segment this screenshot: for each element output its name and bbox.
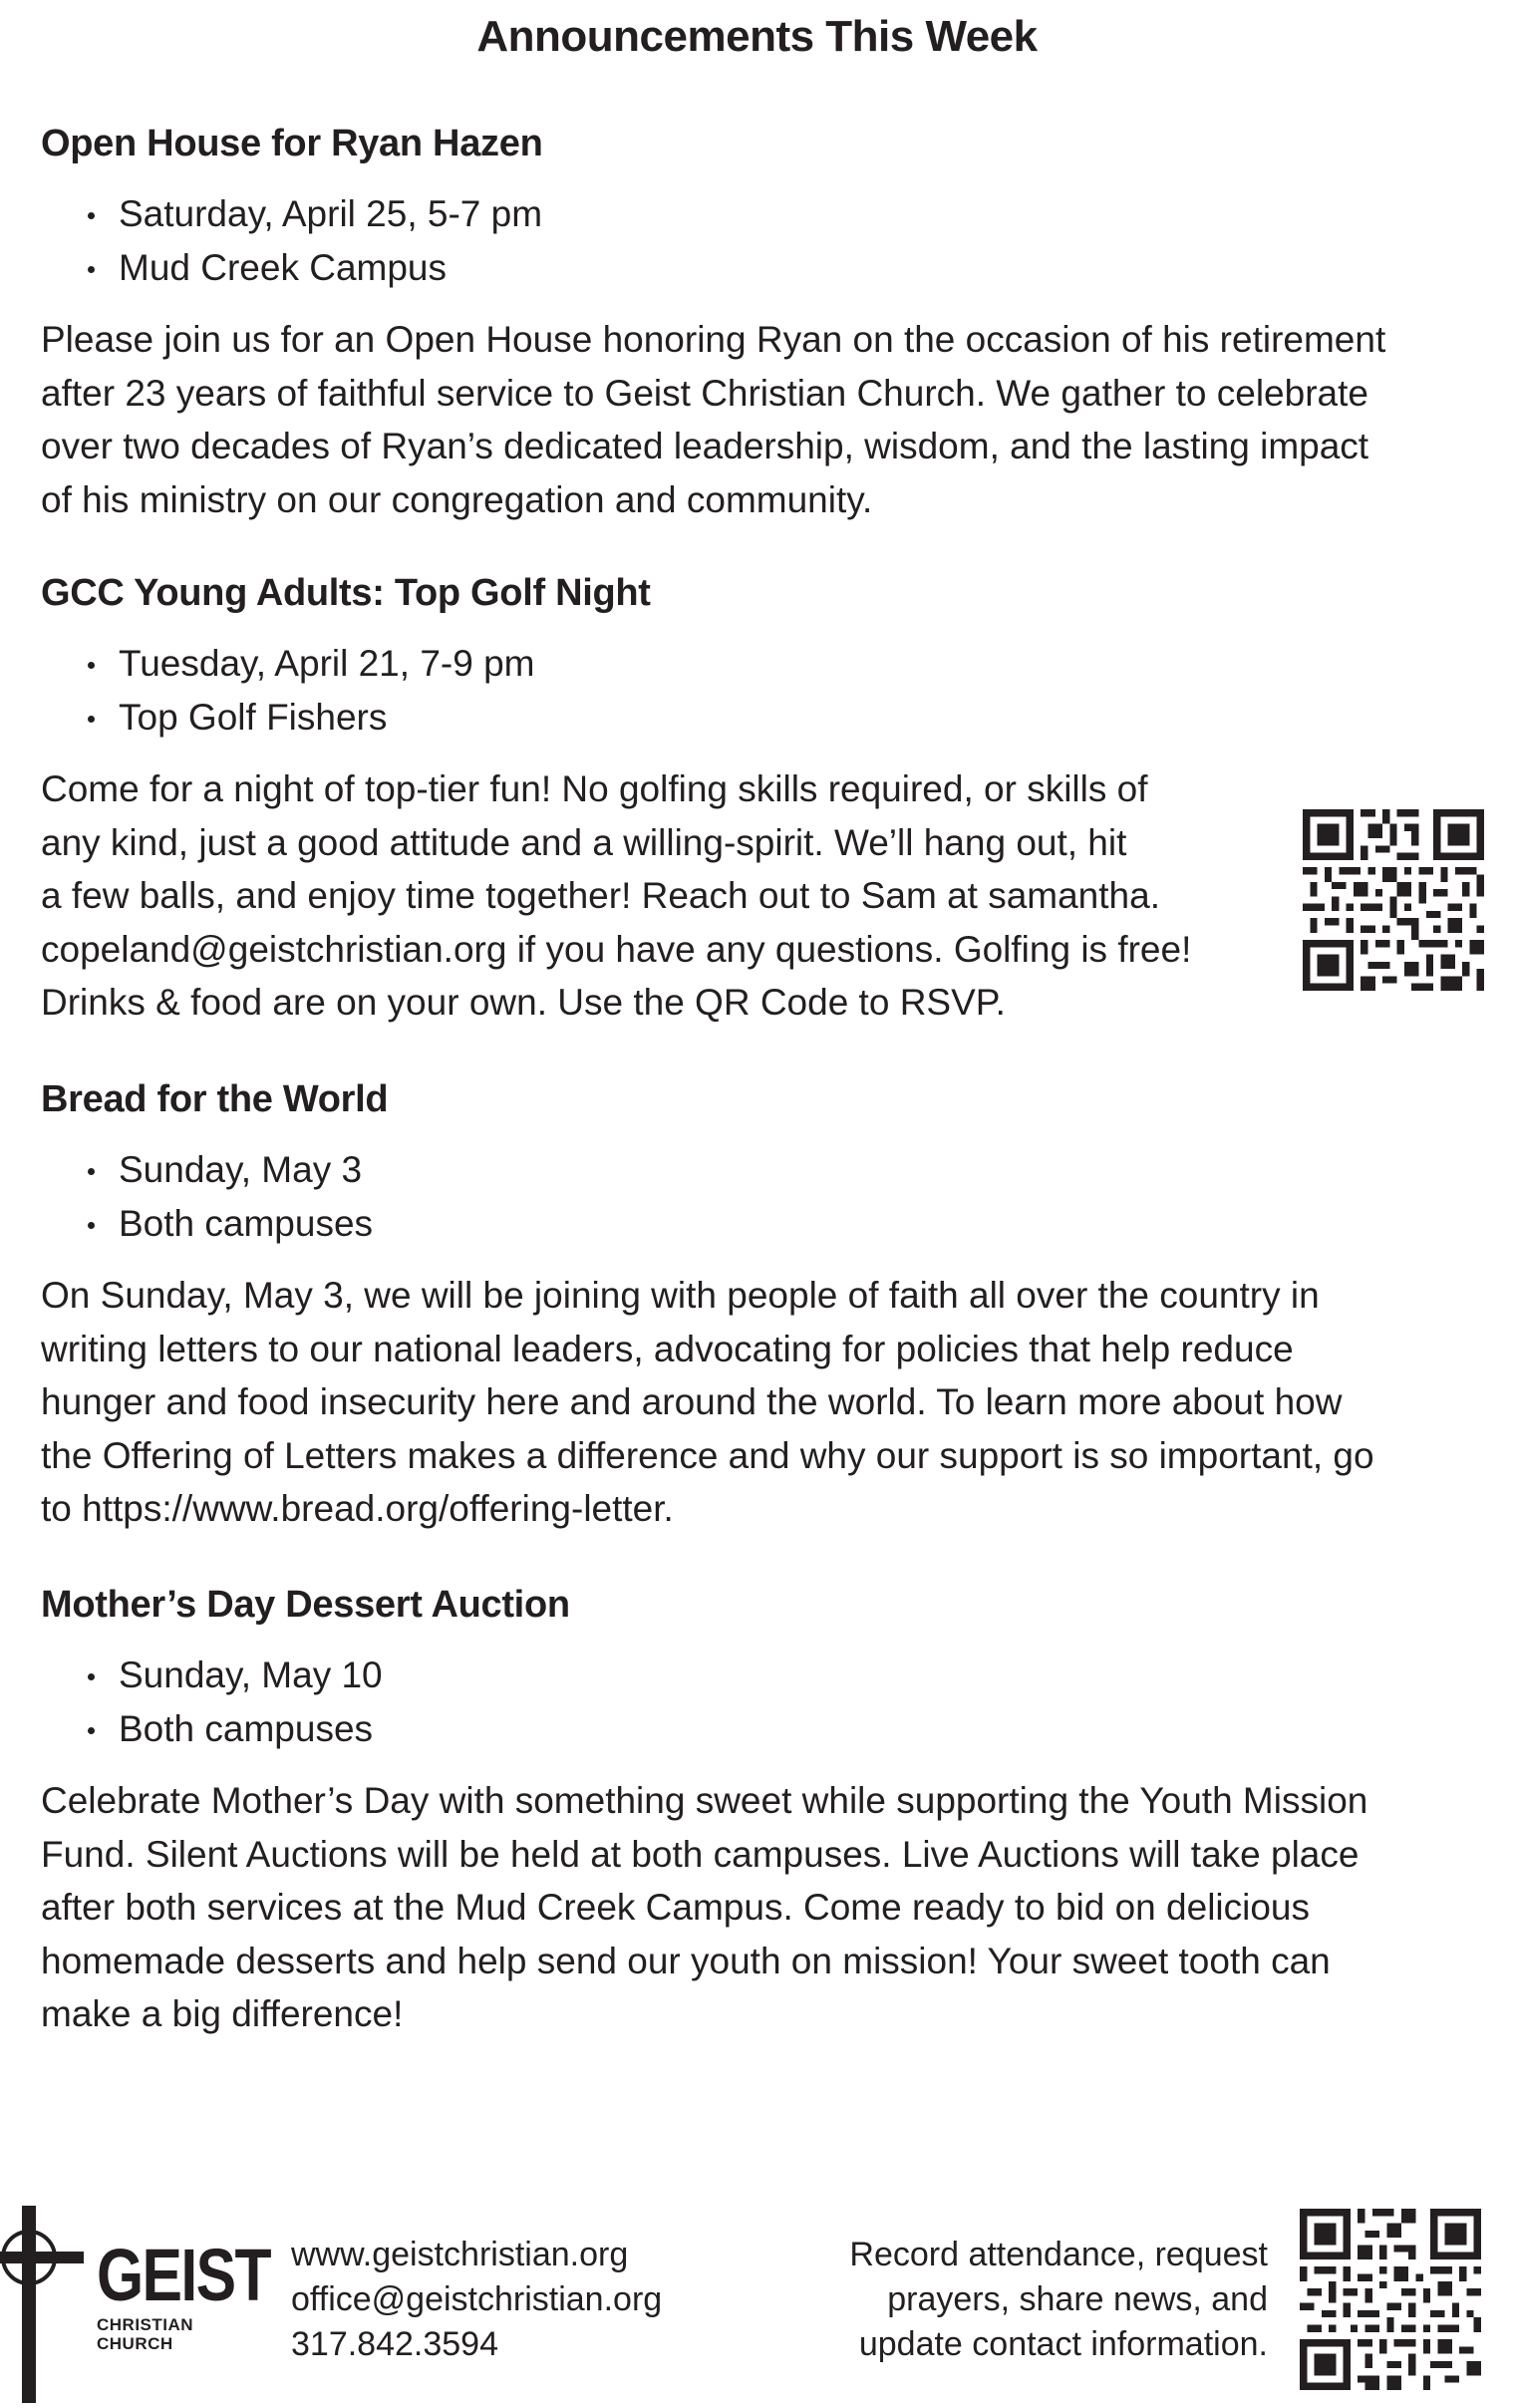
body-line: the Offering of Letters makes a difference and why our support is so important, go <box>41 1434 1374 1476</box>
body-line: Fund. Silent Auctions will be held at both campuses. Live Auctions will take place <box>41 1833 1360 1875</box>
announcement-bread-for-the-world <box>41 1073 1486 1536</box>
section-heading: GCC Young Adults: Top Golf Night <box>41 572 651 614</box>
logo-subtitle <box>97 2315 193 2353</box>
body-line: Come for a night of top-tier fun! No golfing skills required, or skills of <box>41 768 1148 809</box>
list-item: Both campuses <box>41 1197 1486 1251</box>
details-list <box>41 187 1486 295</box>
list-item: Top Golf Fishers <box>41 691 1486 745</box>
details-list <box>41 637 1486 745</box>
footer-note <box>757 2233 1268 2367</box>
body-line: hunger and food insecurity here and around the world. To learn more about how <box>41 1381 1343 1422</box>
section-body <box>41 762 1277 1030</box>
list-item: Tuesday, April 21, 7-9 pm <box>41 637 1486 691</box>
note-line: update contact information. <box>858 2325 1268 2363</box>
list-item: Both campuses <box>41 1702 1486 1756</box>
list-item: Mud Creek Campus <box>41 241 1486 295</box>
body-line: writing letters to our national leaders, advocating for policies that help reduce <box>41 1328 1294 1369</box>
note-line: prayers, share news, and <box>887 2280 1268 2318</box>
section-body <box>41 313 1486 526</box>
details-list <box>41 1143 1486 1251</box>
phone-number[interactable]: 317.842.3594 <box>291 2325 498 2363</box>
section-heading: Bread for the World <box>41 1078 389 1120</box>
website-link[interactable]: www.geistchristian.org <box>291 2236 629 2273</box>
body-line: any kind, just a good attitude and a willing-spirit. We’ll hang out, hit <box>41 821 1127 863</box>
announcement-top-golf <box>41 567 1486 1030</box>
body-line: over two decades of Ryan’s dedicated leadership, wisdom, and the lasting impact <box>41 426 1369 466</box>
qr-code-icon[interactable] <box>1300 2209 1481 2390</box>
list-item: Saturday, April 25, 5-7 pm <box>41 187 1486 241</box>
body-line[interactable]: to https://www.bread.org/offering-letter. <box>41 1488 674 1529</box>
section-heading: Mother’s Day Dessert Auction <box>41 1584 570 1626</box>
body-line: after 23 years of faithful service to Geist Christian Church. We gather to celebrate <box>41 372 1368 414</box>
logo-wordmark: GEIST <box>97 2234 270 2316</box>
cross-icon <box>0 2206 100 2403</box>
page-title: Announcements This Week <box>476 12 1038 61</box>
section-body <box>41 1269 1486 1536</box>
contact-info <box>291 2233 662 2367</box>
logo-subtitle-line: CHRISTIAN <box>97 2315 194 2334</box>
body-line: make a big difference! <box>41 1993 404 2034</box>
email-link[interactable]: office@geistchristian.org <box>291 2280 663 2318</box>
note-line: Record attendance, request <box>849 2236 1268 2273</box>
body-line: after both services at the Mud Creek Campus. Come ready to bid on delicious <box>41 1887 1311 1928</box>
qr-code-icon[interactable] <box>1303 809 1484 991</box>
body-line: a few balls, and enjoy time together! Reach out to Sam at samantha. <box>41 875 1160 916</box>
list-item: Sunday, May 10 <box>41 1649 1486 1702</box>
body-line: homemade desserts and help send our youth on mission! Your sweet tooth can <box>41 1940 1331 1981</box>
body-line: On Sunday, May 3, we will be joining with people of faith all over the country in <box>41 1275 1320 1316</box>
section-body <box>41 1774 1486 2041</box>
logo-subtitle-line: CHURCH <box>97 2334 173 2353</box>
details-list <box>41 1649 1486 1756</box>
body-line[interactable]: copeland@geistchristian.org if you have any questions. Golfing is free! <box>41 928 1192 970</box>
body-line: Please join us for an Open House honoring Ryan on the occasion of his retirement <box>41 319 1386 360</box>
announcement-open-house <box>41 118 1486 526</box>
list-item: Sunday, May 3 <box>41 1143 1486 1197</box>
section-heading: Open House for Ryan Hazen <box>41 123 543 164</box>
body-line: Drinks & food are on your own. Use the QR Code to RSVP. <box>41 982 1006 1023</box>
announcement-dessert-auction <box>41 1579 1486 2041</box>
body-line: Celebrate Mother’s Day with something sweet while supporting the Youth Mission <box>41 1780 1368 1821</box>
body-line: of his ministry on our congregation and community. <box>41 478 873 520</box>
